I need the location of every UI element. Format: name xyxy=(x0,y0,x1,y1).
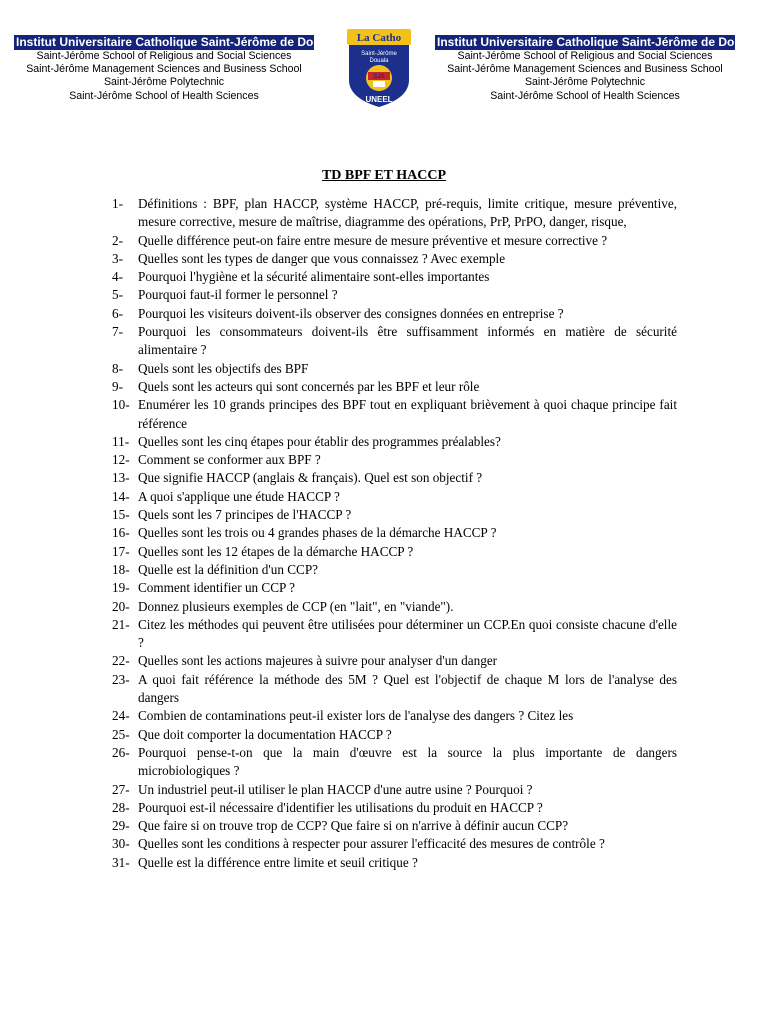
document-title: TD BPF ET HACCP xyxy=(321,168,447,183)
question-number: 21- xyxy=(112,616,130,632)
question-item xyxy=(112,232,677,250)
school-line: Saint-Jérôme Polytechnic xyxy=(103,76,225,89)
question-number: 22- xyxy=(112,653,130,669)
question-item xyxy=(112,598,677,616)
university-logo xyxy=(346,28,412,108)
question-text: Comment se conformer aux BPF ? xyxy=(138,452,321,468)
question-number: 25- xyxy=(112,726,130,742)
question-number: 23- xyxy=(112,671,130,687)
question-text: Pourquoi pense-t-on que la main d'œuvre est la source la plus importante de dangers microbiologiques ? xyxy=(138,744,677,779)
question-number: 17- xyxy=(112,543,130,559)
question-text: Quelle différence peut-on faire entre mesure de mesure préventive et mesure corrective ? xyxy=(138,232,608,248)
school-line: Saint-Jérôme School of Health Sciences xyxy=(69,89,259,102)
question-number: 13- xyxy=(112,470,130,486)
question-text: Donnez plusieurs exemples de CCP (en "lait", en "viande"). xyxy=(138,598,454,614)
question-text: Pourquoi les visiteurs doivent-ils observer des consignes données en entreprise ? xyxy=(138,305,564,321)
question-number: 7- xyxy=(112,324,123,340)
question-item xyxy=(112,799,677,817)
question-number: 29- xyxy=(112,818,130,834)
question-text: Quels sont les objectifs des BPF xyxy=(138,360,309,376)
question-number: 12- xyxy=(112,452,130,468)
question-item xyxy=(112,433,677,451)
question-list xyxy=(112,195,677,872)
question-item xyxy=(112,854,677,872)
question-item xyxy=(112,671,677,708)
school-line: Saint-Jérôme Management Sciences and Business School xyxy=(26,63,302,76)
question-number: 26- xyxy=(112,744,130,760)
question-number: 5- xyxy=(112,287,123,303)
question-item xyxy=(112,286,677,304)
question-item xyxy=(112,268,677,286)
school-line: Saint-Jérôme School of Religious and Social Sciences xyxy=(36,50,292,62)
question-text: Que signifie HACCP (anglais & français). Quel est son objectif ? xyxy=(138,470,483,486)
institution-title: Institut Universitaire Catholique Saint-Jérôme de Douala xyxy=(437,35,759,49)
question-text: Quelle est la définition d'un CCP? xyxy=(138,561,319,577)
question-number: 16- xyxy=(112,525,130,541)
question-number: 24- xyxy=(112,708,130,724)
logo-line1: Saint-Jérôme xyxy=(361,51,397,57)
question-text: A quoi fait référence la méthode des 5M ? Quel est l'objectif de chaque M lors de l'analyse des dangers xyxy=(138,671,677,706)
school-line: Saint-Jérôme Polytechnic xyxy=(524,76,646,89)
question-item xyxy=(112,579,677,597)
question-item xyxy=(112,305,677,323)
question-number: 28- xyxy=(112,799,130,815)
logo-bottom-text: UNEEL xyxy=(365,95,393,104)
question-number: 20- xyxy=(112,598,130,614)
question-number: 10- xyxy=(112,397,130,413)
question-item xyxy=(112,195,677,232)
question-text: Pourquoi l'hygiène et la sécurité alimentaire sont-elles importantes xyxy=(138,269,490,285)
question-item xyxy=(112,781,677,799)
question-item xyxy=(112,543,677,561)
question-text: Quelles sont les actions majeures à suivre pour analyser d'un danger xyxy=(138,653,498,669)
question-text: Combien de contaminations peut-il exister lors de l'analyse des dangers ? Citez les xyxy=(138,708,574,724)
question-number: 27- xyxy=(112,781,130,797)
question-item xyxy=(112,488,677,506)
question-item xyxy=(112,707,677,725)
question-item xyxy=(112,524,677,542)
question-item xyxy=(112,323,677,360)
question-item xyxy=(112,469,677,487)
question-number: 15- xyxy=(112,507,130,523)
question-text: Comment identifier un CCP ? xyxy=(138,580,296,596)
question-item xyxy=(112,378,677,396)
header-left xyxy=(14,35,338,103)
question-text: Quelles sont les cinq étapes pour établir des programmes préalables? xyxy=(138,433,501,449)
question-text: Enumérer les 10 grands principes des BPF tout en expliquant brièvement à quoi chaque principe fait référence xyxy=(138,397,677,431)
question-number: 31- xyxy=(112,854,130,870)
question-number: 11- xyxy=(112,433,130,449)
question-text: Quels sont les acteurs qui sont concernés par les BPF et leur rôle xyxy=(138,378,480,394)
question-item xyxy=(112,506,677,524)
question-item xyxy=(112,817,677,835)
question-text: Quels sont les 7 principes de l'HACCP ? xyxy=(138,507,352,523)
question-number: 3- xyxy=(112,250,123,266)
question-number: 1- xyxy=(112,196,123,211)
question-text: Que faire si on trouve trop de CCP? Que faire si on n'arrive à définir aucun CCP? xyxy=(138,818,569,834)
question-number: 18- xyxy=(112,561,130,577)
question-text: Quelles sont les types de danger que vous connaissez ? Avec exemple xyxy=(138,250,506,266)
question-number: 6- xyxy=(112,305,123,321)
logo-seal-text: SJS xyxy=(373,74,385,80)
question-item xyxy=(112,744,677,781)
question-number: 4- xyxy=(112,269,123,285)
question-number: 19- xyxy=(112,580,130,596)
school-line: Saint-Jérôme School of Religious and Social Sciences xyxy=(457,50,713,62)
question-item xyxy=(112,835,677,853)
question-text: Pourquoi est-il nécessaire d'identifier les utilisations du produit en HACCP ? xyxy=(138,799,543,815)
logo-top-text: La Catho xyxy=(356,32,402,44)
question-item xyxy=(112,250,677,268)
question-item xyxy=(112,396,677,433)
logo-line2: Douala xyxy=(369,58,389,64)
question-text: Quelles sont les conditions à respecter pour assurer l'efficacité des mesures de contrôle ? xyxy=(138,836,605,852)
question-text: Pourquoi les consommateurs doivent-ils être suffisamment informés en matière de sécurité alimentaire ? xyxy=(138,324,677,358)
question-text: Quelle est la différence entre limite et seuil critique ? xyxy=(138,854,418,870)
school-line: Saint-Jérôme Management Sciences and Business School xyxy=(447,63,723,76)
question-item xyxy=(112,726,677,744)
question-text: Quelles sont les 12 étapes de la démarche HACCP ? xyxy=(138,543,414,559)
question-text: Définitions : BPF, plan HACCP, système HACCP, pré-requis, limite critique, mesure préventive, mesure corrective, mesure de maîtrise, diagramme des opérations, PrP, PrPO, danger, risque, xyxy=(138,196,677,230)
question-item xyxy=(112,652,677,670)
question-number: 2- xyxy=(112,232,123,248)
question-number: 30- xyxy=(112,836,130,852)
question-text: Pourquoi faut-il former le personnel ? xyxy=(138,287,338,303)
question-item xyxy=(112,616,677,653)
question-number: 14- xyxy=(112,488,130,504)
question-text: Citez les méthodes qui peuvent être utilisées pour déterminer un CCP.En quoi consiste chacune d'elle ? xyxy=(138,616,677,651)
question-text: Que doit comporter la documentation HACCP ? xyxy=(138,726,392,742)
question-item xyxy=(112,451,677,469)
question-text: Un industriel peut-il utiliser le plan HACCP d'une autre usine ? Pourquoi ? xyxy=(138,781,533,797)
question-number: 9- xyxy=(112,378,123,394)
institution-title: Institut Universitaire Catholique Saint-Jérôme de Douala xyxy=(16,35,338,49)
question-text: Quelles sont les trois ou 4 grandes phases de la démarche HACCP ? xyxy=(138,525,497,541)
header-right xyxy=(435,35,759,103)
question-text: A quoi s'applique une étude HACCP ? xyxy=(138,488,340,504)
question-item xyxy=(112,360,677,378)
question-item xyxy=(112,561,677,579)
question-number: 8- xyxy=(112,360,123,376)
school-line: Saint-Jérôme School of Health Sciences xyxy=(490,89,680,102)
